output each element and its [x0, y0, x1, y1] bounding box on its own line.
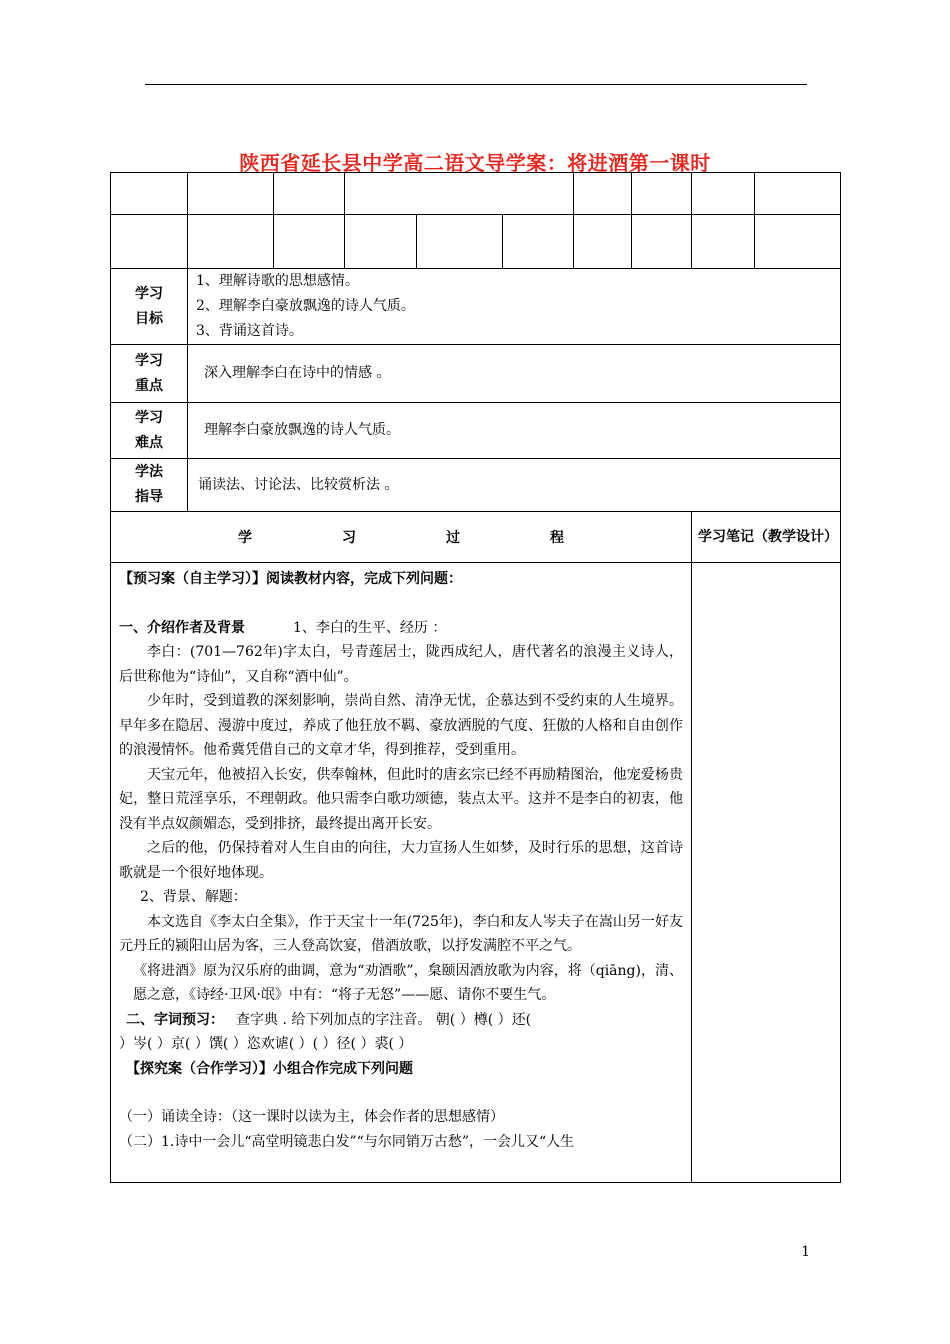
blank-cell [345, 215, 417, 269]
preview-title: 【预习案（自主学习）】阅读教材内容，完成下列问题： [119, 571, 462, 587]
row-label: 学习 难点 [111, 403, 188, 459]
row-method [111, 459, 841, 512]
blank-cell [274, 215, 345, 269]
blank-cell [574, 173, 632, 215]
method-content: 诵读法、讨论法、比较赏析法 。 [188, 459, 841, 512]
blank-cell [692, 215, 755, 269]
blank-cell [417, 215, 503, 269]
row-difficulties [111, 403, 841, 459]
header-row-1 [111, 173, 841, 215]
row-label: 学法 指导 [111, 459, 188, 512]
notes-header: 学习笔记（教学设计） [692, 512, 841, 563]
blank-cell [574, 215, 632, 269]
blank-cell [188, 215, 274, 269]
blank-cell [692, 173, 755, 215]
row-key-points [111, 345, 841, 403]
objective-item: 3、背诵这首诗。 [196, 323, 303, 339]
blank-cell [503, 215, 574, 269]
objective-item: 1、理解诗歌的思想感情。 [196, 273, 359, 289]
blank-cell [755, 173, 841, 215]
page-number: 1 [801, 1244, 810, 1260]
key-points-content: 深入理解李白在诗中的情感 。 [188, 345, 841, 403]
process-header-row [111, 512, 841, 563]
document-title: 陕西省延长县中学高二语文导学案：将进酒第一课时 [239, 151, 711, 175]
blank-cell [111, 173, 188, 215]
paragraph: 之后的他，仍保持着对人生自由的向往，大力宣扬人生如梦，及时行乐的思想，这首诗歌就是一个很好地体现。 [119, 840, 684, 881]
lesson-plan-table [110, 172, 841, 1183]
paragraph: 天宝元年，他被招入长安，供奉翰林，但此时的唐玄宗已经不再励精图治，他宠爱杨贵妃，整日荒淫享乐，不理朝政。他只需李白歌功颂德，装点太平。这并不是李白的初衷，他没有半点奴颜媚态，受到排挤，最终提出离开长安。 [119, 766, 684, 832]
section1-heading: 一、介绍作者及背景 1、李白的生平、经历 ： [119, 619, 447, 636]
blank-cell [274, 173, 345, 215]
paragraph: 少年时，受到道教的深刻影响，崇尚自然、清净无忧，企慕达到不受约束的人生境界。早年多在隐居、漫游中度过，养成了他狂放不羁、豪放洒脱的气度、狂傲的人格和自由创作的浪漫情怀。他希冀凭借自己的文章才华，得到推荐，受到重用。 [119, 693, 684, 758]
notes-content [692, 563, 841, 1183]
header-row-2 [111, 215, 841, 269]
objective-item: 2、理解李白豪放飘逸的诗人气质。 [196, 298, 415, 314]
inquiry-title: 【探究案（合作学习）】小组合作完成下列问题 [126, 1060, 413, 1077]
question: （二）1.诗中一会儿“高堂明镜悲白发”“与尔同销万古愁”，一会儿又“人生 [119, 1133, 575, 1150]
blank-cell [755, 215, 841, 269]
paragraph: 《将进酒》原为汉乐府的曲调，意为“劝酒歌”，枲颐因酒放歌为内容，将（qiāng)，清、愿之意，《诗经·卫风·氓》中有：“将子无怒”——愿、请你不要生气。 [133, 962, 684, 1003]
blank-cell [111, 215, 188, 269]
difficulties-content: 理解李白豪放飘逸的诗人气质。 [188, 403, 841, 459]
row-objectives [111, 269, 841, 345]
process-header: 学 习 过 程 [111, 512, 692, 563]
process-content [111, 563, 692, 1183]
blank-cell [632, 173, 692, 215]
paragraph: 李白：(701—762年)字太白，号青莲居士，陇西成纪人，唐代著名的浪漫主义诗人，后世称他为“诗仙”，又自称“酒中仙”。 [119, 644, 684, 685]
blank-cell [188, 173, 274, 215]
paragraph: 本文选自《李太白全集》，作于天宝十一年(725年)，李白和友人岑夫子在嵩山另一好友元丹丘的颍阳山居为客，三人登高饮宴，借酒放歌，以抒发满腔不平之气。 [119, 913, 684, 954]
blank-cell [345, 173, 574, 215]
vocab-line: 二、字词预习： 查字典 . 给下列加点的字注音。 朝( ）樽( ）还( [126, 1011, 532, 1028]
vocab-line: ）岑( ）京( ）馔( ）恣欢谑( ）( ）径( ）裘( ） [119, 1036, 413, 1052]
header-rule [145, 84, 807, 85]
row-label: 学习 重点 [111, 345, 188, 403]
section2-heading: 2、背景、解题： [140, 889, 247, 905]
objectives-content [188, 269, 841, 345]
blank-cell [632, 215, 692, 269]
row-label: 学习 目标 [111, 269, 188, 345]
process-body-row [111, 563, 841, 1183]
question: （一）诵读全诗：（这一课时以读为主，体会作者的思想感情） [119, 1109, 504, 1125]
